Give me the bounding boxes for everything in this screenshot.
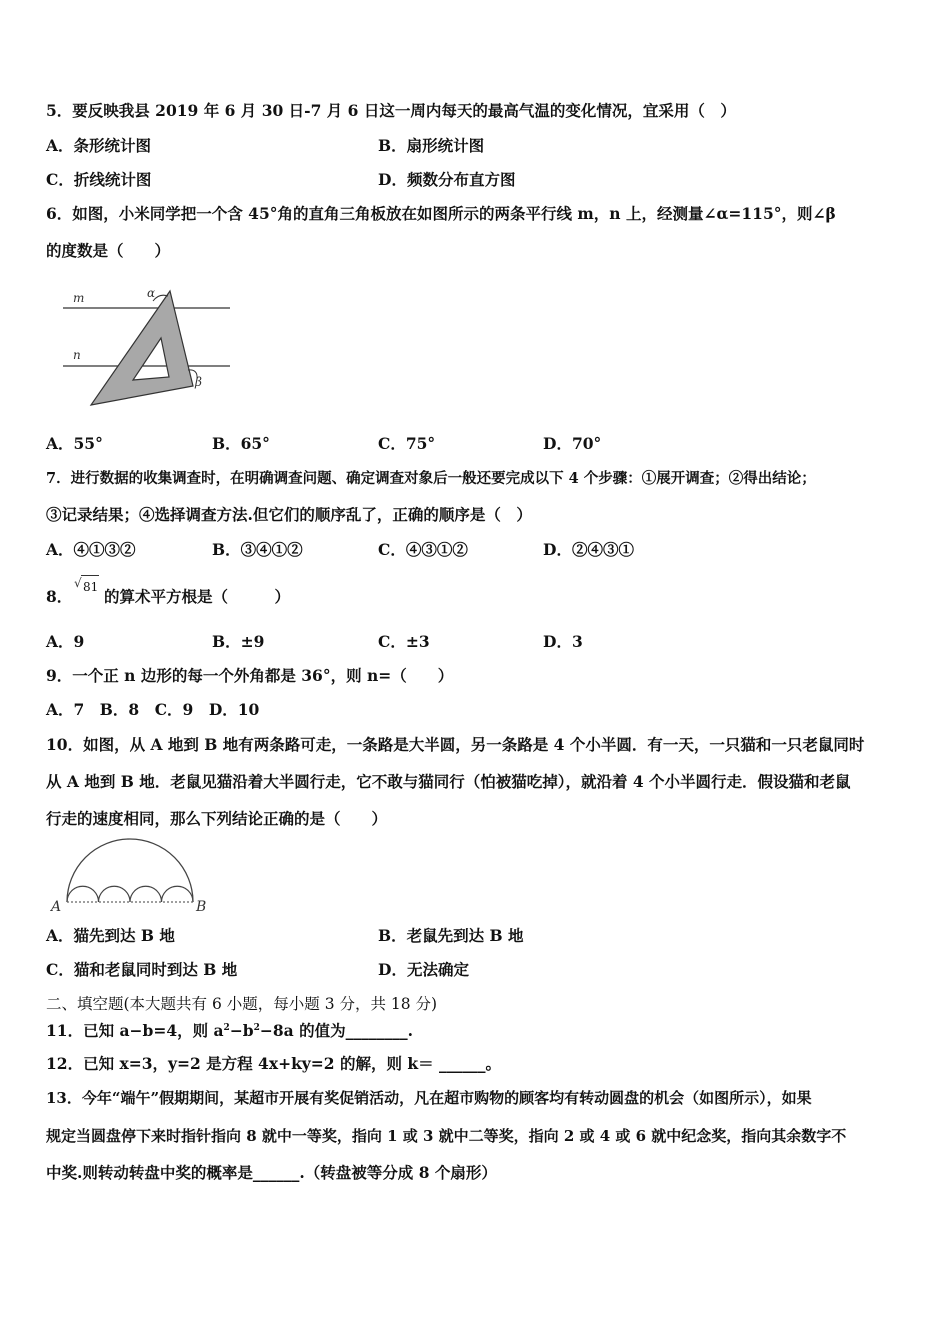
label-n: n [73,348,81,362]
q6-stem-line2: 的度数是（ ） [46,241,171,260]
section2-title: 二、填空题(本大题共有 6 小题，每小题 3 分，共 18 分) [46,995,438,1013]
q10-option-a: A．猫先到达 B 地 [46,926,175,945]
q7-option-c: C．④③①② [378,540,468,559]
small-semicircle-path-1 [67,886,99,902]
label-b: B [196,899,207,915]
q8-option-c: C．±3 [378,632,430,651]
q5-option-b: B．扇形统计图 [378,136,485,155]
q11-suffix: −8a 的值为________. [259,1021,414,1040]
q9-options: A．7 B．8 C．9 D．10 [46,700,260,719]
q6-option-b: B．65° [212,434,270,453]
q12-stem: 12．已知 x=3，y=2 是方程 4x+ky=2 的解，则 k＝ ______。 [46,1054,502,1073]
q7-option-d: D．②④③① [543,540,634,559]
q10-stem-line3: 行走的速度相同，那么下列结论正确的是（ ） [46,809,388,828]
label-a: A [51,899,62,915]
q7-stem-line1: 7．进行数据的收集调查时，在明确调查问题、确定调查对象后一般还要完成以下 4 个步骤：①展开调查；②得出结论； [46,470,816,487]
q6-option-a: A．55° [46,434,103,453]
q10-option-c: C．猫和老鼠同时到达 B 地 [46,960,238,979]
q13-stem-line1: 13．今年“端午”假期期间，某超市开展有奖促销活动，凡在超市购物的顾客均有转动圆盘的机会（如图所示），如果 [46,1089,812,1107]
label-alpha: α [147,286,156,300]
q10-option-d: D．无法确定 [378,960,469,979]
small-semicircle-path-4 [162,886,194,902]
q6-option-d: D．70° [543,434,602,453]
label-m: m [73,291,85,305]
q8-radicand: 81 [83,580,99,594]
q6-triangle-figure [55,283,245,413]
small-semicircle-path-3 [130,886,162,902]
q8-number: 8． [46,587,73,606]
q10-stem-line2: 从 A 地到 B 地．老鼠见猫沿着大半圆行走，它不敢与猫同行（怕被猫吃掉），就沿着 4 个小半圆行走．假设猫和老鼠 [46,772,851,791]
q7-stem-line2: ③记录结果；④选择调查方法.但它们的顺序乱了，正确的顺序是（ ） [46,505,532,524]
q7-option-a: A．④①③② [46,540,136,559]
q11-mid: −b [229,1021,254,1040]
q8-option-a: A．9 [46,632,85,651]
sqrt-sign: √ [74,576,82,590]
q13-stem-line3: 中奖.则转动转盘中奖的概率是______.（转盘被等分成 8 个扇形） [46,1163,497,1182]
q10-semicircles-figure [45,838,220,918]
q6-stem-line1: 6．如图，小米同学把一个含 45°角的直角三角板放在如图所示的两条平行线 m，n 上，经测量∠α=115°，则∠β [46,204,836,223]
q7-option-b: B．③④①② [212,540,303,559]
q5-option-d: D．频数分布直方图 [378,170,516,189]
q11-prefix: 11．已知 a−b=4，则 a [46,1021,224,1040]
q6-option-c: C．75° [378,434,436,453]
q11-sup2: 2 [253,1023,260,1033]
small-semicircle-path-2 [99,886,131,902]
q9-stem: 9．一个正 n 边形的每一个外角都是 36°，则 n=（ ） [46,666,454,685]
q13-stem-line2: 规定当圆盘停下来时指针指向 8 就中一等奖，指向 1 或 3 就中二等奖，指向 2 或 4 或 6 就中纪念奖，指向其余数字不 [46,1127,847,1145]
q5-option-a: A．条形统计图 [46,136,152,155]
q10-option-b: B．老鼠先到达 B 地 [378,926,524,945]
q8-option-d: D．3 [543,632,583,651]
q11-stem [46,1021,413,1041]
q5-option-c: C．折线统计图 [46,170,152,189]
q5-stem: 5．要反映我县 2019 年 6 月 30 日-7 月 6 日这一周内每天的最高气温的变化情况，宜采用（ ） [46,101,736,120]
big-semicircle-path [67,839,193,902]
sqrt-vinculum [81,575,99,576]
q10-stem-line1: 10．如图，从 A 地到 B 地有两条路可走，一条路是大半圆，另一条路是 4 个小半圆．有一天，一只猫和一只老鼠同时 [46,735,865,754]
label-beta: β [195,375,202,389]
q8-stem: 的算术平方根是（ ） [104,587,291,606]
q11-sup1: 2 [223,1023,230,1033]
q8-option-b: B．±9 [212,632,265,651]
